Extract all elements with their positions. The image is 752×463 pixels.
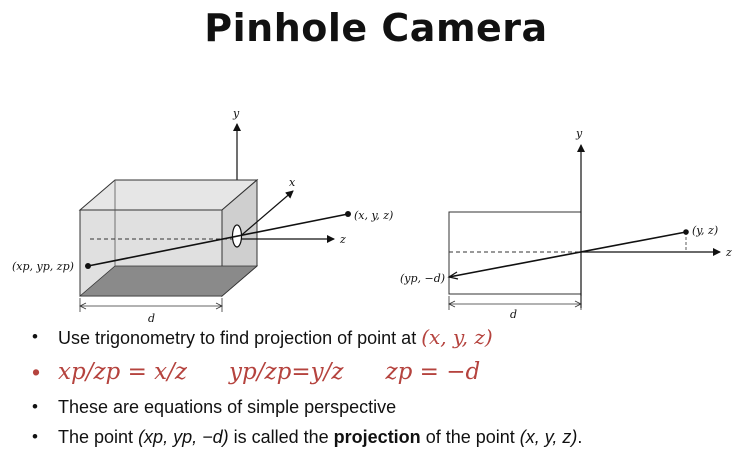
bullet-dot: • [32,327,38,346]
bullet-list [30,322,745,452]
left-projection-label: (xp, yp, zp) [12,260,74,273]
left-point-label: (x, y, z) [354,209,394,222]
projection-point-text: (xp, yp, −d) [138,427,229,447]
right-projection-ray [449,232,686,277]
left-projection-marker [85,263,91,269]
equation-x: xp/zp = x/z [58,359,188,385]
bullet-dot: • [32,359,41,385]
right-point-label: (y, z) [692,224,719,237]
bullet-text: Use trigonometry to find projection of point at [58,328,422,348]
bullet-text: is called the [228,427,334,447]
bullet-item [30,422,745,452]
bullet-text: These are equations of simple perspective [58,397,397,417]
equation-bullet [30,352,745,392]
equation-y: yp/zp=y/z [229,359,344,385]
left-point-marker [345,211,351,217]
right-projection-label: (yp, −d) [400,272,446,285]
equation-z: zp = −d [385,359,481,385]
bullet-text: The point [58,427,139,447]
point-text: (x, y, z) [519,427,578,447]
bullet-item [30,322,745,352]
left-camera-diagram [12,107,393,325]
left-depth-label: d [148,312,156,325]
page-title: Pinhole Camera [204,6,548,50]
right-camera-diagram [400,127,732,321]
bullet-math: (x, y, z) [421,325,493,349]
projection-term: projection [333,427,421,447]
left-z-label: z [340,233,346,246]
bullet-item [30,392,745,422]
left-y-label: y [233,107,240,120]
bullet-dot: • [32,427,38,446]
bullet-dot: • [32,397,38,416]
right-z-label: z [726,246,732,259]
right-point-marker [683,229,689,235]
right-depth-label: d [510,308,518,321]
right-y-label: y [576,127,583,140]
right-camera-box [449,212,581,294]
bullet-text: of the point [420,427,520,447]
bullet-text: . [577,427,583,447]
left-x-label: x [289,176,296,189]
